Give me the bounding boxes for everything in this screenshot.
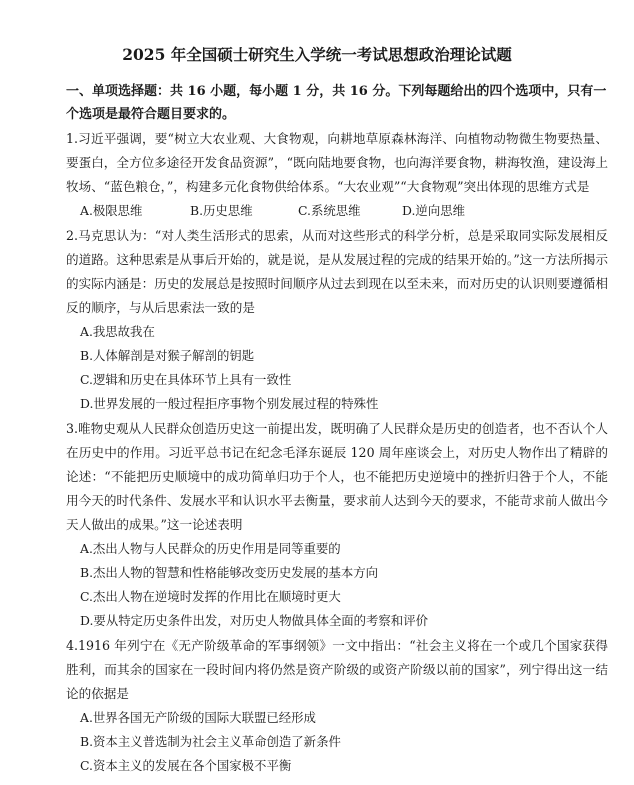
question-stem: 4.1916 年列宁在《无产阶级革命的军事纲领》一文中指出：“社会主义将在一个或几个国家获得胜利，而其余的国家在一段时间内将仍然是资产阶级的或资产阶级以前的国家”，列宁得出这一结论的依据是 xyxy=(66,638,608,701)
option-b: B.杰出人物的智慧和性格能够改变历史发展的基本方向 xyxy=(80,565,379,580)
option-b: B.资本主义普选制为社会主义革命创造了新条件 xyxy=(80,734,341,749)
option-a: A.我思故我在 xyxy=(80,324,155,339)
option-d: D.世界发展的一般过程拒序事物个别发展过程的特殊性 xyxy=(80,396,379,411)
option-a: A.极限思维 xyxy=(80,203,143,218)
question-4 xyxy=(66,634,608,778)
option-d: D.逆向思维 xyxy=(402,203,465,218)
option-row xyxy=(66,199,608,223)
question-3 xyxy=(66,417,608,633)
exam-title: 2025 年全国硕士研究生入学统一考试思想政治理论试题 xyxy=(122,45,512,64)
option-c: C.逻辑和历史在具体环节上具有一致性 xyxy=(80,372,292,387)
option-c: C.系统思维 xyxy=(298,203,361,218)
question-2 xyxy=(66,224,608,416)
option-c: C.杰出人物在逆境时发挥的作用比在顺境时更大 xyxy=(80,589,341,604)
question-stem: 1.习近平强调，要“树立大农业观、大食物观，向耕地草原森林海洋、向植物动物微生物要热量、要蛋白，全方位多途径开发食品资源”，“既向陆地要食物，也向海洋要食物，耕海牧渔，建设海上牧场、“蓝色粮仓，”，构建多元化食物供给体系。“大农业观”“大食物观”突出体现的思维方式是 xyxy=(66,131,608,194)
question-stem: 2.马克思认为：“对人类生活形式的思索，从而对这些形式的科学分析，总是采取同实际发展相反的道路。这种思索是从事后开始的，就是说，是从发展过程的完成的结果开始的。”这一方法所揭示的实际内涵是：历史的发展总是按照时间顺序从过去到现在以至未来，而对历史的认识则要遵循相反的顺序，与从后思索法一致的是 xyxy=(66,228,608,315)
section-heading: 一、单项选择题：共 16 小题，每小题 1 分，共 16 分。下列每题给出的四个选项中，只有一个选项是最符合题目要求的。 xyxy=(66,84,607,122)
option-a: A.杰出人物与人民群众的历史作用是同等重要的 xyxy=(80,541,341,556)
option-b: B.历史思维 xyxy=(190,203,253,218)
option-d: D.要从特定历史条件出发，对历史人物做具体全面的考察和评价 xyxy=(80,613,428,628)
option-c: C.资本主义的发展在各个国家极不平衡 xyxy=(80,758,292,773)
option-b: B.人体解剖是对猴子解剖的钥匙 xyxy=(80,348,255,363)
question-stem: 3.唯物史观从人民群众创造历史这一前提出发，既明确了人民群众是历史的创造者，也不否认个人在历史中的作用。习近平总书记在纪念毛泽东诞辰 120 周年座谈会上，对历史人物作出了精辟的论述：“不能把历史顺境中的成功简单归功于个人，也不能把历史逆境中的挫折归咎于个人，不能用今天的时代条件、发展水平和认识水平去衡量，要求前人达到今天的要求，不能苛求前人做出今天人做出的成果。”这一论述表明 xyxy=(66,421,608,532)
option-a: A.世界各国无产阶级的国际大联盟已经形成 xyxy=(80,710,316,725)
question-1 xyxy=(66,127,608,223)
